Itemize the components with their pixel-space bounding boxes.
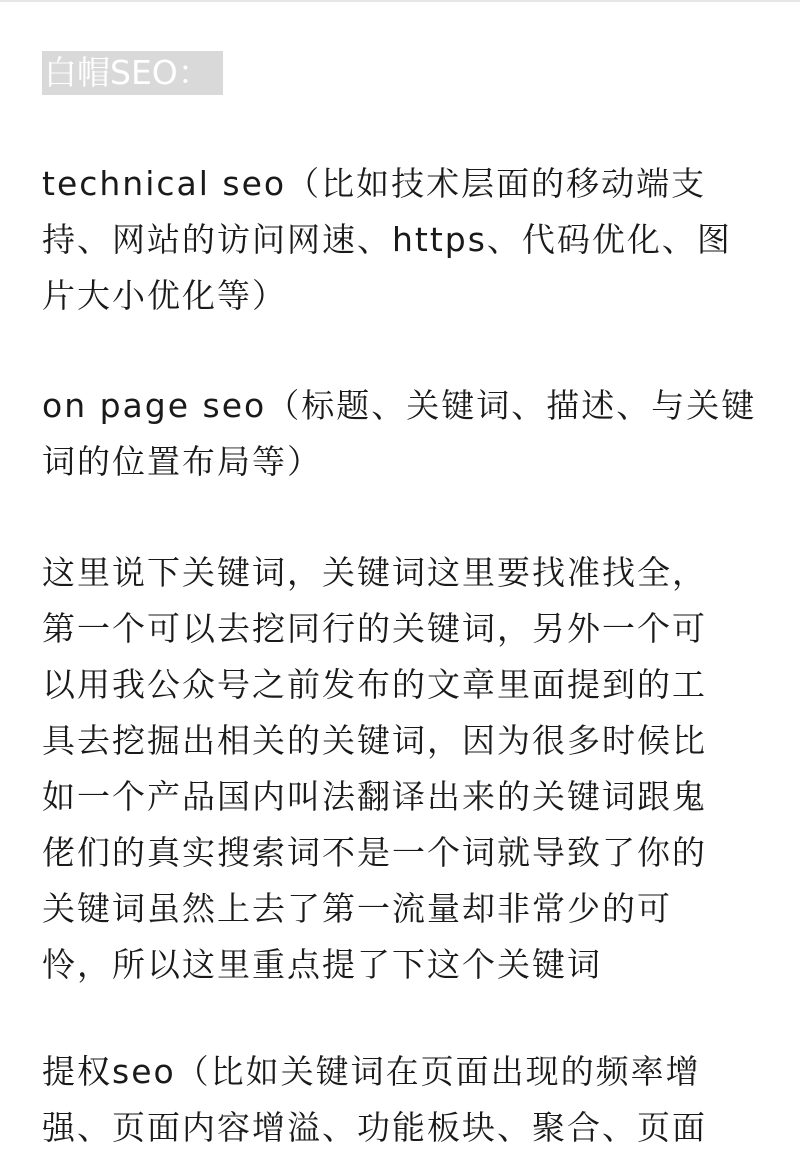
text-line: technical seo（比如技术层面的移动端支 xyxy=(42,164,707,203)
text-line: 提权seo（比如关键词在页面出现的频率增 xyxy=(42,1052,701,1091)
text-line: 如一个产品国内叫法翻译出来的关键词跟鬼 xyxy=(42,777,707,816)
text-line: 第一个可以去挖同行的关键词，另外一个可 xyxy=(42,609,707,648)
text-line: 这里说下关键词，关键词这里要找准找全， xyxy=(42,553,707,592)
text-line: 关键词虽然上去了第一流量却非常少的可 xyxy=(42,889,672,928)
text-line: 具去挖掘出相关的关键词，因为很多时候比 xyxy=(42,721,707,760)
text-line: 强、页面内容增溢、功能板块、聚合、页面 xyxy=(42,1108,707,1147)
top-divider xyxy=(0,0,800,2)
text-line: on page seo（标题、关键词、描述、与关键 xyxy=(42,386,757,425)
section-heading: 白帽SEO： xyxy=(42,51,223,95)
paragraph-keywords xyxy=(42,545,758,993)
text-line: 片大小优化等） xyxy=(42,276,287,315)
text-line: 词的位置布局等） xyxy=(42,442,322,481)
text-line: 持、网站的访问网速、https、代码优化、图 xyxy=(42,220,732,259)
paragraph-on-page-seo xyxy=(42,378,758,490)
text-line: 怜，所以这里重点提了下这个关键词 xyxy=(42,945,602,984)
paragraph-technical-seo xyxy=(42,156,758,324)
text-line: 以用我公众号之前发布的文章里面提到的工 xyxy=(42,665,707,704)
text-line: 佬们的真实搜索词不是一个词就导致了你的 xyxy=(42,833,707,872)
paragraph-authority-seo xyxy=(42,1044,758,1154)
